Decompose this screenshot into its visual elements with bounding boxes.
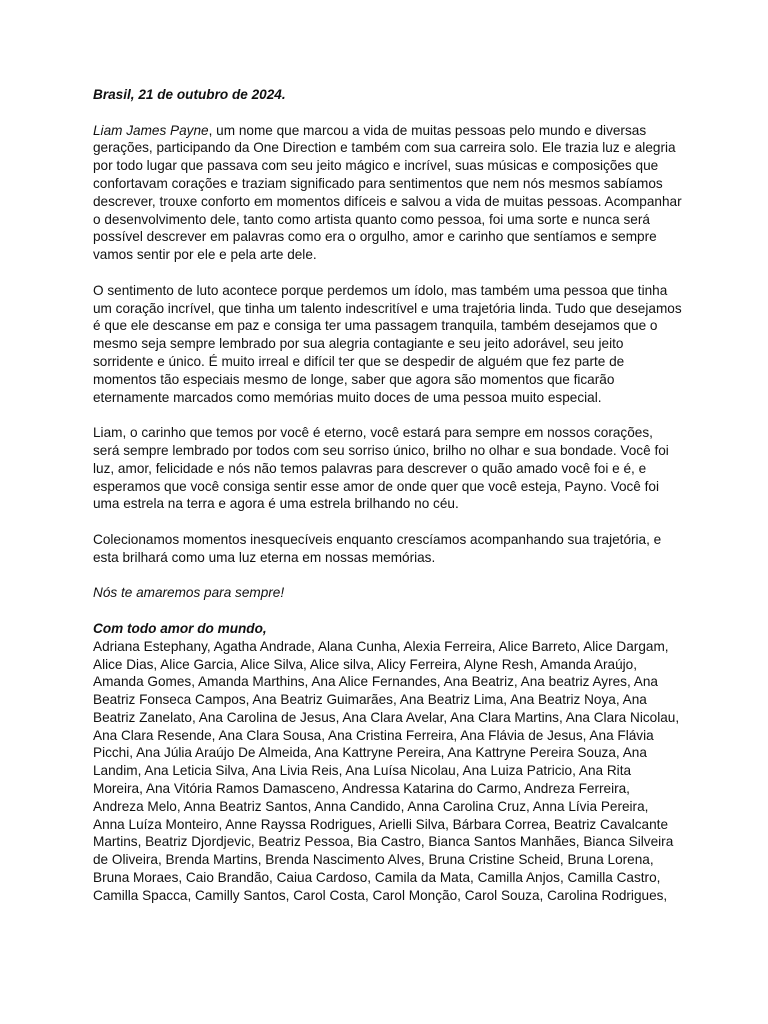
farewell-line: Nós te amaremos para sempre! xyxy=(93,585,285,601)
paragraph-intro-text: , um nome que marcou a vida de muitas pessoas pelo mundo e diversas gerações, participando da One Direction e também com sua carreira solo. Ele trazia luz e alegria por todo lugar que passava com seu jeito mágico e incrível, suas músicas e composições que confortavam corações e traziam significado para sentimentos que nem nós mesmos sabíamos descrever, trouxe conforto em momentos difíceis e salvou a vida de muitas pessoas. Acompanhar o desenvolvimento dele, tanto como artista quanto como pessoa, foi uma sorte e nunca será possível descrever em palavras como era o orgulho, amor e carinho que sentíamos e sempre vamos sentir por ele e pela arte dele. xyxy=(93,122,682,263)
paragraph-grief: O sentimento de luto acontece porque perdemos um ídolo, mas também uma pessoa que tinha um coração incrível, que tinha um talento indescritível e uma trajetória linda. Tudo que desejamos é que ele descanse em paz e consiga ter uma passagem tranquila, também desejamos que o mesmo seja sempre lembrado por sua alegria contagiante e seu jeito adorável, seu jeito sorridente e único. É muito irreal e difícil ter que se despedir de alguém que fez parte de momentos tão especiais mesmo de longe, saber que agora são momentos que ficarão eternamente marcados como memórias muito doces de uma pessoa muito especial. xyxy=(93,282,682,405)
liam-full-name: Liam James Payne xyxy=(93,122,209,138)
letter-page xyxy=(93,86,683,905)
paragraph-intro xyxy=(93,122,683,264)
paragraph-tribute: Liam, o carinho que temos por você é eterno, você estará para sempre em nossos corações, será sempre lembrado por todos com seu sorriso único, brilho no olhar e sua bondade. Você foi luz, amor, felicidade e nós não temos palavras para descrever o quão amado você foi e é, e esperamos que você consiga sentir esse amor de onde quer que você esteja, Payno. Você foi uma estrela na terra e agora é uma estrela brilhando no céu. xyxy=(93,425,669,512)
signatory-names: Adriana Estephany, Agatha Andrade, Alana Cunha, Alexia Ferreira, Alice Barreto, Alice Dargam, Alice Dias, Alice Garcia, Alice Silva, Alice silva, Alicy Ferreira, Alyne Resh, Amanda Araújo, Amanda Gomes, Amanda Marthins, Ana Alice Fernandes, Ana Beatriz, Ana beatriz Ayres, Ana Beatriz Fonseca Campos, Ana Beatriz Guimarães, Ana Beatriz Lima, Ana Beatriz Noya, Ana Beatriz Zanelato, Ana Carolina de Jesus, Ana Clara Avelar, Ana Clara Martins, Ana Clara Nicolau, Ana Clara Resende, Ana Clara Sousa, Ana Cristina Ferreira, Ana Flávia de Jesus, Ana Flávia Picchi, Ana Júlia Araújo De Almeida, Ana Kattryne Pereira, Ana Kattryne Pereira Souza, Ana Landim, Ana Leticia Silva, Ana Livia Reis, Ana Luísa Nicolau, Ana Luiza Patricio, Ana Rita Moreira, Ana Vitória Ramos Damasceno, Andressa Katarina do Carmo, Andreza Ferreira, Andreza Melo, Anna Beatriz Santos, Anna Candido, Anna Carolina Cruz, Anna Lívia Pereira, Anna Luíza Monteiro, Anne Rayssa Rodrigues, Arielli Silva, Bárbara Correa, Beatriz Cavalcante Martins, Beatriz Djordjevic, Beatriz Pessoa, Bia Castro, Bianca Santos Manhães, Bianca Silveira de Oliveira, Brenda Martins, Brenda Nascimento Alves, Bruna Cristine Scheid, Bruna Lorena, Bruna Moraes, Caio Brandão, Caiua Cardoso, Camila da Mata, Camilla Anjos, Camilla Castro, Camilla Spacca, Camilly Santos, Carol Costa, Carol Monção, Carol Souza, Carolina Rodrigues, xyxy=(93,638,680,903)
date-line: Brasil, 21 de outubro de 2024. xyxy=(93,87,286,102)
signoff-line: Com todo amor do mundo, xyxy=(93,620,267,636)
paragraph-memories: Colecionamos momentos inesquecíveis enquanto crescíamos acompanhando sua trajetória, e esta brilhará como uma luz eterna em nossas memórias. xyxy=(93,531,662,565)
